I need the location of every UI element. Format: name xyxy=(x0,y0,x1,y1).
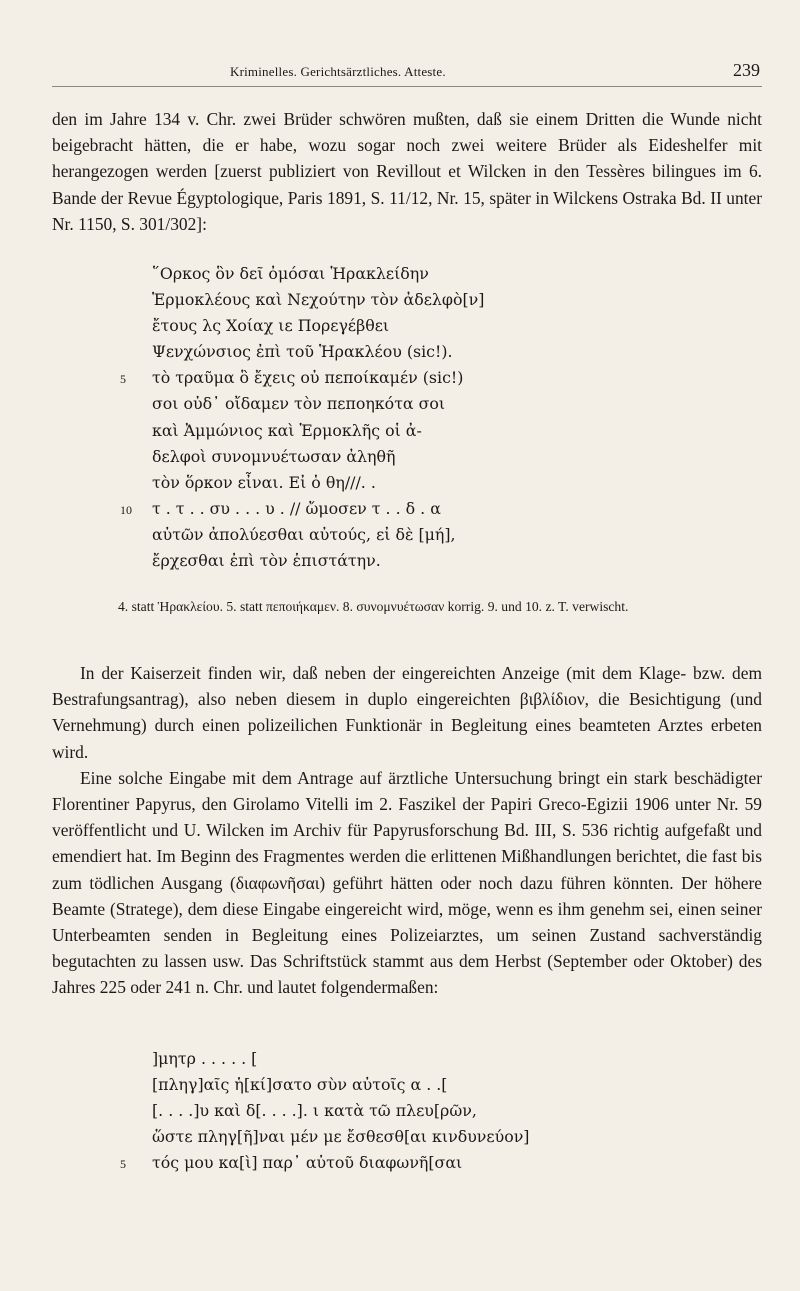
oath-line-text: τὸ τραῦμα ὃ ἔχεις οὐ πεποίκαμέν (sic!) xyxy=(152,368,464,388)
oath-line-text: αὐτῶν ἀπολύεσθαι αὐτούς, εἰ δὲ [μή], xyxy=(152,524,456,544)
oath-line-text: τ . τ . . συ . . . υ . // ὤμοσεν τ . . δ . α xyxy=(152,498,441,518)
papyrus-line-text: ὥστε πληγ[ῆ]ναι μέν με ἔσθεσθ[αι κινδυνεύον] xyxy=(152,1127,530,1147)
oath-line-text: τὸν ὅρκον εἶναι. Εἰ ὁ θη///. . xyxy=(152,472,376,492)
oath-line xyxy=(120,365,592,391)
paragraph: Eine solche Eingabe mit dem Antrage auf ärztliche Untersuchung bringt ein stark beschädigter Florentiner Papyrus, den Girolamo Vitelli im 2. Faszikel der Papiri Greco-Egizii 1906 unter Nr. 59 veröffentlicht und U. Wilcken im Archiv für Papyrusforschung Bd. III, S. 536 richtig aufgefaßt und emendiert hat. Im Beginn des Fragmentes werden die erlittenen Mißhandlungen berichtet, die fast bis zum tödlichen Ausgang (διαφωνῆσαι) geführt hätten oder noch dazu führen könnten. Der höhere Beamte (Stratege), dem diese Eingabe eingereicht wird, möge, wenn es ihm genehm sei, einen seiner Unterbeamten senden in Begleitung eines Polizeiarztes, um seinen Zustand sachverständig begutachten zu lassen usw. Das Schriftstück stammt aus dem Herbst (September oder Oktober) des Jahres 225 oder 241 n. Chr. und lautet folgendermaßen: xyxy=(52,767,762,998)
papyrus-line-text: ]μητρ . . . . . [ xyxy=(152,1049,258,1068)
papyrus-transcription xyxy=(120,1046,612,1176)
intro-paragraph: den im Jahre 134 v. Chr. zwei Brüder schwören mußten, daß sie einem Dritten die Wunde nicht beigebracht hätten, die er habe, wozu sogar noch zwei weitere Brüder als Eideshelfer mit herangezogen werden [zuerst publiziert von Revillout et Wilcken in den Tessères bilingues im 6. Bande der Revue Égyptologique, Paris 1891, S. 11/12, Nr. 15, später in Wilckens Ostraka Bd. II unter Nr. 1150, S. 301/302]: xyxy=(52,109,762,234)
papyrus-line xyxy=(120,1150,612,1176)
main-text xyxy=(52,660,762,1001)
oath-line-text: ἔτους λς Χοίαχ ιε Πορεγέβθει xyxy=(152,316,390,336)
oath-line xyxy=(152,261,592,287)
oath-line xyxy=(152,313,592,339)
oath-line-text: σοι οὐδ᾽ οἴδαμεν τὸν πεποηκότα σοι xyxy=(152,394,446,414)
oath-line xyxy=(152,548,592,574)
oath-line xyxy=(152,418,592,444)
intro-text xyxy=(52,106,762,237)
oath-line-text: ἔρχεσθαι ἐπὶ τὸν ἐπιστάτην. xyxy=(152,551,381,571)
oath-line xyxy=(152,339,592,365)
book-page xyxy=(52,0,762,1291)
line-number: 5 xyxy=(120,1157,126,1172)
oath-line xyxy=(152,470,592,496)
oath-line-text: δελφοὶ συνομνυέτωσαν ἀληθῆ xyxy=(152,446,396,466)
oath-line-text: ῞Ορκος ὃν δεῖ ὀμόσαι Ἡρακλείδην xyxy=(152,264,429,283)
papyrus-line xyxy=(152,1124,612,1150)
oath-line xyxy=(152,522,592,548)
oath-line-text: Ψενχώνσιος ἐπὶ τοῦ Ἡρακλέου (sic!). xyxy=(152,342,453,362)
line-number: 5 xyxy=(120,372,126,387)
paragraph: In der Kaiserzeit finden wir, daß neben der eingereichten Anzeige (mit dem Klage- bzw. dem Bestrafungsantrag), also neben diesem in duplo eingereichten βιβλίδιον, die Besichtigung (und Vernehmung) durch einen polizeilichen Funktionär in Begleitung eines beamteten Arztes erbeten wird. xyxy=(52,663,762,762)
oath-line xyxy=(120,496,592,522)
papyrus-line xyxy=(152,1098,612,1124)
page-number: 239 xyxy=(733,60,760,80)
oath-line xyxy=(152,287,592,313)
line-number: 10 xyxy=(120,502,132,517)
papyrus-line-text: [πληγ]αῖς ἡ[κί]σατο σὺν αὐτοῖς α . .[ xyxy=(152,1075,448,1095)
oath-transcription xyxy=(120,261,592,574)
oath-line xyxy=(152,444,592,470)
footnotes: 4. statt Ἡρακλείου. 5. statt πεποιήκαμεν. 8. συνομνυέτωσαν korrig. 9. und 10. z. T. verwischt. xyxy=(118,599,629,614)
running-title: Kriminelles. Gerichtsärztliches. Atteste. xyxy=(230,64,446,79)
oath-line-text: καὶ Ἀμμώνιος καὶ Ἑρμοκλῆς οἱ ἀ- xyxy=(152,420,422,440)
papyrus-line-text: τός μου κα[ὶ] παρ᾽ αὐτοῦ διαφωνῆ[σαι xyxy=(152,1153,463,1173)
papyrus-line xyxy=(152,1072,612,1098)
oath-line-text: Ἑρμοκλέους καὶ Νεχούτην τὸν ἀδελφὸ[ν] xyxy=(152,290,485,310)
oath-line xyxy=(152,391,592,417)
papyrus-line xyxy=(152,1046,612,1072)
page-header xyxy=(52,56,762,87)
papyrus-line-text: [. . . .]υ καὶ δ[. . . .]. ι κατὰ τῶ πλευ[ρῶν, xyxy=(152,1101,477,1121)
